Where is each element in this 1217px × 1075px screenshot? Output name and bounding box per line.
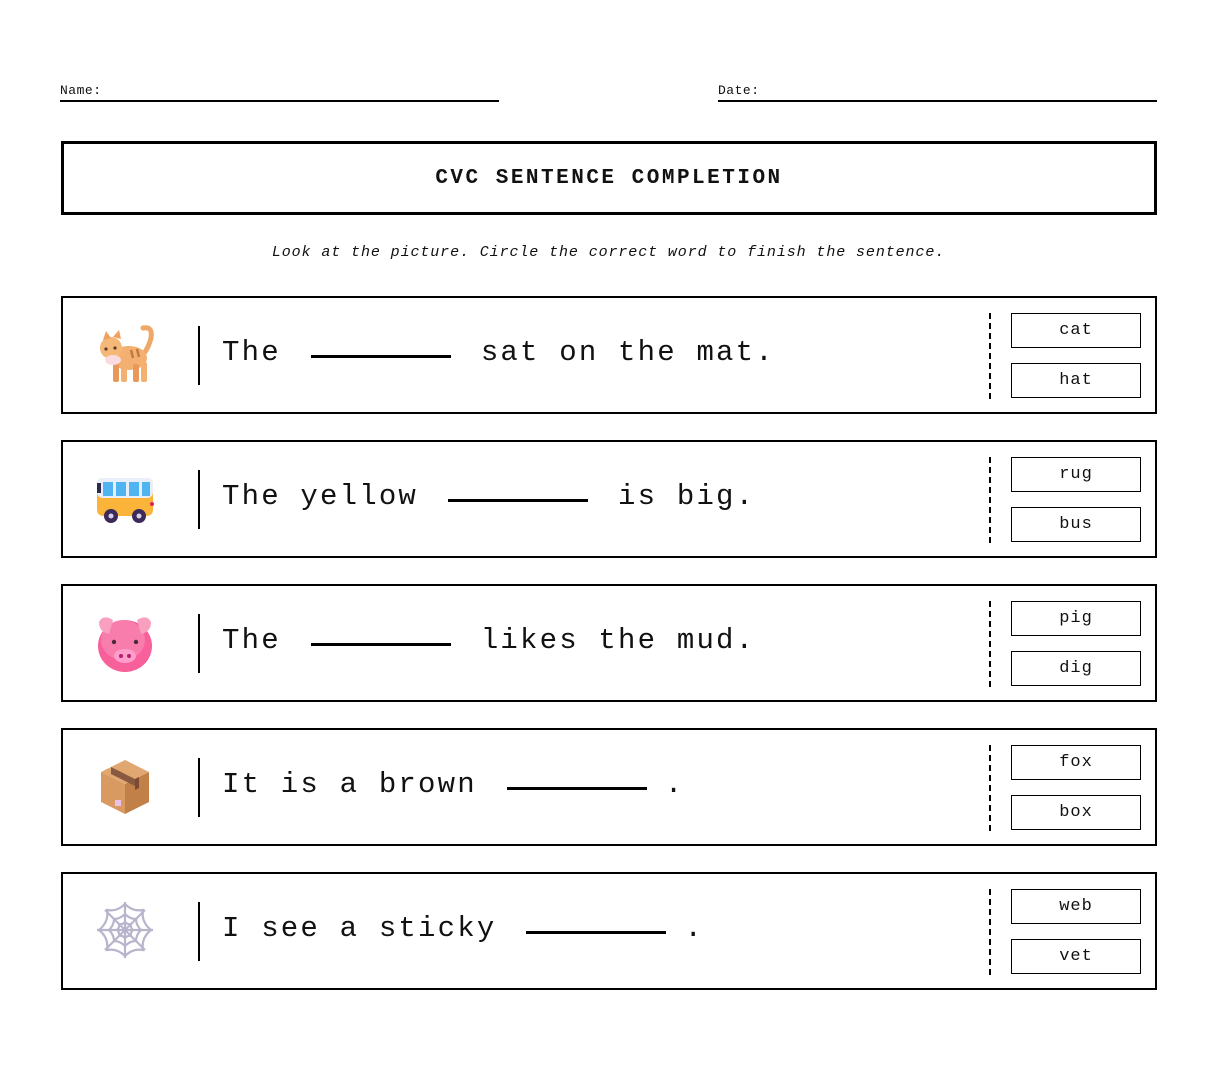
sentence-start: I see a sticky [222,912,497,945]
separator-bar [198,326,200,385]
bus-icon [93,466,157,530]
page-title: CVC SENTENCE COMPLETION [435,166,783,190]
question-row-1 [61,296,1157,414]
sentence [222,624,755,658]
sentence-end: . [684,912,705,945]
answer-blank[interactable] [311,643,451,646]
separator-bar [198,470,200,529]
choice-option[interactable]: fox [1011,745,1141,780]
dashed-divider [989,457,991,543]
question-row-4 [61,728,1157,846]
package-box-icon [93,754,157,818]
choice-option[interactable]: cat [1011,313,1141,348]
spider-web-icon [93,898,157,962]
separator-bar [198,614,200,673]
sentence-end: likes the mud. [480,624,756,657]
choice-option[interactable]: web [1011,889,1141,924]
question-row-2 [61,440,1157,558]
sentence-start: It is a brown [222,768,477,801]
sentence-start: The [222,624,281,657]
cat-icon [93,322,157,386]
date-field[interactable] [718,79,1157,102]
dashed-divider [989,889,991,975]
sentence-end: is big. [618,480,756,513]
sentence [222,480,755,514]
choice-option[interactable]: box [1011,795,1141,830]
separator-bar [198,758,200,817]
name-field[interactable] [60,79,499,102]
answer-blank[interactable] [311,355,451,358]
choice-option[interactable]: rug [1011,457,1141,492]
answer-blank[interactable] [526,931,666,934]
dashed-divider [989,745,991,831]
sentence [222,768,684,802]
question-row-3 [61,584,1157,702]
answer-blank[interactable] [507,787,647,790]
choice-option[interactable]: hat [1011,363,1141,398]
date-label: Date: [718,83,760,98]
sentence-start: The yellow [222,480,419,513]
choice-option[interactable]: pig [1011,601,1141,636]
separator-bar [198,902,200,961]
title-box [61,141,1157,215]
choice-option[interactable]: bus [1011,507,1141,542]
pig-face-icon [93,610,157,674]
sentence-end: . [664,768,685,801]
dashed-divider [989,601,991,687]
sentence [222,336,775,370]
name-label: Name: [60,83,102,98]
instructions: Look at the picture. Circle the correct word to finish the sentence. [271,244,946,261]
choice-option[interactable]: vet [1011,939,1141,974]
sentence-end: sat on the mat. [480,336,775,369]
question-row-5 [61,872,1157,990]
choice-option[interactable]: dig [1011,651,1141,686]
dashed-divider [989,313,991,399]
answer-blank[interactable] [448,499,588,502]
sentence [222,912,704,946]
sentence-start: The [222,336,281,369]
